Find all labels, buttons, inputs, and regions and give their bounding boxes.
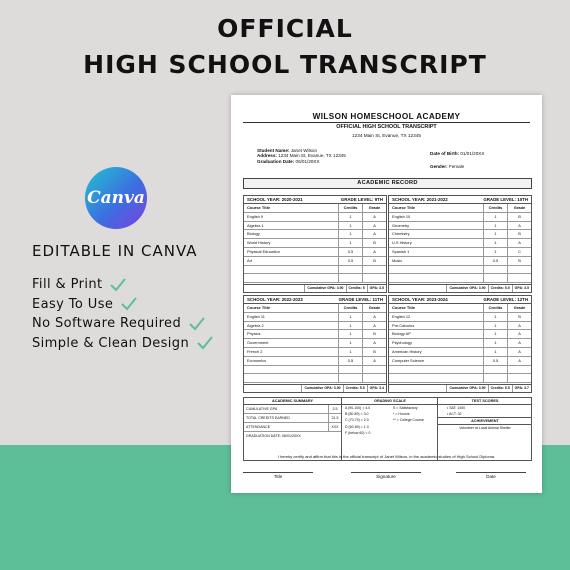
course-title [244,274,338,282]
signature-line-signature: Signature [351,472,421,479]
summary-row [244,423,341,432]
grade-level-label: GRADE LEVEL: 12TH [483,297,528,302]
school-year-header [389,296,531,304]
year-footer [244,384,386,392]
course-grade: B [507,230,531,238]
course-grade: B [507,213,531,221]
course-title: French 2 [247,348,263,354]
course-row [389,313,531,322]
course-credits: 1 [483,339,507,347]
col-credits: Credits [338,304,362,312]
course-title: Chemistry [392,231,410,237]
student-address: 1234 Main St, Evanue, TX 12345 [278,153,346,159]
school-address: 1234 Main St, Evanue, TX 12345 [352,133,421,138]
course-title: Physical Education [247,248,280,254]
course-row [389,339,531,348]
course-title: English 11 [247,313,265,319]
col-credits: Credits [483,204,507,212]
col-course-title: Course Title [392,205,416,210]
divider [243,122,530,123]
year-credits: Credits: 5.5 [488,285,512,292]
course-title [244,374,338,382]
course-grade: A [507,222,531,230]
transcript-document [231,95,542,493]
signature-line-date: Date [456,472,526,479]
signature-line-title: Title [243,472,313,479]
dob-label: Date of Birth: [430,151,460,156]
course-title: English 12 [392,313,411,319]
dob-value: 01/01/20XX [460,151,485,156]
course-credits: 1 [483,348,507,356]
course-credits: 0.5 [338,357,362,365]
test-score-text: SAT: 1400 [449,406,466,410]
col-course-title: Course Title [392,305,416,310]
course-title: Algebra 2 [247,322,264,328]
student-name: Janet Wilson [290,148,318,153]
course-grade [507,366,531,374]
feature-item [32,295,213,315]
course-grade: B [507,313,531,321]
course-table-header [244,304,386,313]
course-row [244,248,386,257]
course-grade: A [362,222,386,230]
feature-item [32,334,213,354]
summary-row [244,405,341,414]
course-credits: 1 [483,248,507,256]
col-credits: Credits [338,204,362,212]
course-grade [362,274,386,282]
summary-row [244,414,341,423]
course-credits [483,366,507,374]
col-grade: Grade [362,204,386,212]
student-info [257,148,346,164]
course-title: Algebra 1 [247,222,264,228]
course-row [244,339,386,348]
course-grade: A [362,339,386,347]
course-grade [507,266,531,274]
academic-summary [244,398,341,460]
year-gpa: GPA: 3.7 [512,385,531,392]
grade-level-label: GRADE LEVEL: 11TH [338,297,383,302]
course-table-header [389,204,531,213]
school-year-label: SCHOOL YEAR: 2023-2024 [392,297,448,302]
check-icon [110,278,126,292]
course-title: Spanish 1 [392,248,410,254]
canva-logo-text: Canva [87,188,145,208]
course-credits: 0.5 [338,257,362,265]
gender-label: Gender: [430,164,448,169]
course-title: Biology [247,231,260,237]
year-gpa: GPA: 3.5 [367,285,386,292]
grade-scale-item: B (80-89) = 3.0 [345,412,369,417]
course-row [389,222,531,231]
school-year-header [389,196,531,204]
gender-value: Female [448,164,465,169]
summary-label: ATTENDANCE [246,425,271,429]
course-row [244,257,386,266]
check-icon [189,317,205,331]
school-year-box [388,195,532,293]
course-credits: 1 [338,213,362,221]
course-grade [507,374,531,382]
course-title [389,366,483,374]
grade-scale-note: S = Satisfactory [393,406,418,410]
course-title [244,266,338,274]
school-year-box [388,295,532,393]
course-row [389,213,531,222]
course-grade: A [507,330,531,338]
course-row [389,248,531,257]
summary-value: XXX [328,423,341,431]
course-grade [362,366,386,374]
course-grade: A [362,248,386,256]
course-grade: A [507,239,531,247]
headline-official: OFFICIAL [217,14,353,43]
course-row [244,348,386,357]
check-icon [121,297,137,311]
school-year-box [243,295,387,393]
course-credits: 1 [338,322,362,330]
course-credits [338,274,362,282]
course-title: English 10 [392,213,411,219]
test-scores [437,398,532,460]
course-grade: B [362,257,386,265]
summary-value: 21.5 [328,414,341,422]
course-row [244,274,386,283]
course-row [389,239,531,248]
school-year-label: SCHOOL YEAR: 2021-2022 [392,197,448,202]
test-score-item: • ACT: 32 [447,412,462,417]
course-title: Economics [247,357,267,363]
test-score-item: • SAT: 1400 [447,406,466,410]
course-grade: B [362,239,386,247]
course-credits [338,366,362,374]
course-credits: 0.5 [338,248,362,256]
grade-scale-note: ** = College Course [393,418,424,423]
course-credits [338,266,362,274]
feature-item [32,275,213,295]
year-footer [389,284,531,292]
course-credits: 1 [483,322,507,330]
course-row [389,257,531,266]
cumulative-gpa: Cumulative GPA: 3.90 [304,285,345,292]
course-row [389,266,531,275]
grading-scale-title: GRADING SCALE [342,398,438,405]
course-row [244,357,386,366]
course-credits [483,266,507,274]
course-credits: 1 [338,230,362,238]
gender [430,164,464,169]
course-row [244,230,386,239]
grade-scale-item: F (below 60) = 0 [345,430,371,435]
course-grade: A [507,322,531,330]
course-title: Pre-Calculus [392,322,415,328]
summary-label: TOTAL CREDITS EARNED [246,416,290,420]
school-year-label: SCHOOL YEAR: 2020-2021 [247,197,303,202]
course-title: World History [247,240,271,246]
course-title: Government [247,340,269,346]
course-grade [362,374,386,382]
summary-label: CUMULATIVE GPA [246,407,278,411]
course-table-header [244,204,386,213]
school-year-label: SCHOOL YEAR: 2022-2023 [247,297,303,302]
course-row [389,322,531,331]
course-credits: 1 [338,348,362,356]
school-year-header [244,196,386,204]
course-grade: A [362,313,386,321]
school-year-box [243,195,387,293]
course-grade [507,274,531,282]
achievement-text: Volunteer at Local Animal Shelter [459,426,511,431]
grade-scale-item: C (70-79) = 2.0 [345,418,369,423]
course-row [244,266,386,275]
course-credits: 1 [483,313,507,321]
course-grade: A [362,322,386,330]
course-grade: B [362,330,386,338]
test-scores-title: TEST SCORES [438,398,532,405]
course-title [389,274,483,282]
course-row [389,230,531,239]
document-title: OFFICIAL HIGH SCHOOL TRANSCRIPT [336,124,437,130]
cumulative-gpa: Cumulative GPA: 3.90 [446,285,487,292]
academic-summary-title: ACADEMIC SUMMARY [244,398,341,405]
course-title: Art [247,257,252,263]
course-credits [483,274,507,282]
course-row [389,374,531,383]
course-credits: 1 [338,330,362,338]
dob [430,151,484,156]
course-title: English 9 [247,213,264,219]
grade-level-label: GRADE LEVEL: 9TH [340,197,383,202]
course-grade: C [507,248,531,256]
course-credits: 0.5 [483,357,507,365]
year-footer [244,284,386,292]
course-credits: 1 [338,222,362,230]
achievement-title: ACHIEVEMENT [438,417,532,425]
course-credits: 1 [483,330,507,338]
course-credits: 1 [483,213,507,221]
col-grade: Grade [507,204,531,212]
course-grade: A [362,357,386,365]
course-title [389,266,483,274]
course-credits: 0.5 [483,257,507,265]
course-row [244,239,386,248]
year-gpa: GPA: 3.4 [367,385,386,392]
col-grade: Grade [362,304,386,312]
course-grade: A [362,213,386,221]
col-course-title: Course Title [247,305,271,310]
course-row [244,374,386,383]
course-title: Physics [247,331,261,337]
course-grade: A [507,348,531,356]
course-title: Computer Science [392,357,425,363]
course-credits [483,374,507,382]
year-credits: Credits: 5 [346,285,367,292]
grade-scale-note: * = Honors [393,412,410,417]
col-course-title: Course Title [247,205,271,210]
certification-text: I hereby certify and affirm that this is the official transcript of Janet Wilson, in the academic studies of High School Diploma. [277,454,496,459]
year-gpa: GPA: 3.5 [512,285,531,292]
feature-label: Fill & Print [32,277,103,293]
col-credits: Credits [483,304,507,312]
summary-row [244,432,341,440]
feature-label: Simple & Clean Design [32,335,190,351]
graduation-row: GRADUATION DATE: 06/01/20XX [246,434,301,438]
academic-record-header: ACADEMIC RECORD [243,178,532,189]
feature-item [32,314,213,334]
course-grade: A [362,230,386,238]
address-label: Address: [257,153,277,159]
course-grade: A [507,357,531,365]
year-credits: Credits: 5.5 [488,385,512,392]
course-title: U.S History [392,240,412,246]
course-grade: B [362,348,386,356]
feature-label: No Software Required [32,316,182,332]
canva-logo [85,167,147,229]
grade-level-label: GRADE LEVEL: 10TH [483,197,528,202]
course-credits: 1 [338,313,362,321]
summary-value: 3.5 [328,405,341,413]
course-grade: A [507,339,531,347]
school-name: WILSON HOMESCHOOL ACADEMY [312,112,461,121]
course-row [244,313,386,322]
course-title: American History [392,348,422,354]
course-credits: 1 [338,339,362,347]
course-credits: 1 [338,239,362,247]
test-score-text: ACT: 32 [449,412,462,417]
grade-scale-item: A (90-100) = 4.0 [345,406,371,410]
course-grade: B [507,257,531,265]
course-title: Biology AP [392,331,411,337]
cumulative-gpa: Cumulative GPA: 3.90 [446,385,487,392]
course-row [244,322,386,331]
school-year-header [244,296,386,304]
course-title: Geometry [392,222,410,228]
course-row [389,357,531,366]
cumulative-gpa: Cumulative GPA: 3.90 [301,385,342,392]
feature-label: Easy To Use [32,296,114,312]
headline-transcript: HIGH SCHOOL TRANSCRIPT [83,50,487,79]
summary-box [243,397,532,461]
course-title: Music [392,257,403,263]
course-credits: 1 [483,222,507,230]
course-row [244,330,386,339]
course-credits: 1 [483,239,507,247]
grade-scale-item: D (60-69) = 1.0 [345,424,369,429]
check-icon [197,336,213,350]
course-row [389,366,531,375]
course-row [389,330,531,339]
year-credits: Credits: 5.5 [343,385,367,392]
col-grade: Grade [507,304,531,312]
course-row [389,348,531,357]
course-table-header [389,304,531,313]
course-credits: 1 [483,230,507,238]
course-row [244,366,386,375]
graduation-date: 06/01/20XX [295,158,320,164]
course-row [244,213,386,222]
course-title: Psychology [392,340,412,346]
student-name-label: Student Name: [257,148,290,153]
grading-scale [341,398,438,460]
editable-in-canva-label: EDITABLE IN CANVA [32,242,198,260]
course-credits [338,374,362,382]
feature-list [32,275,213,353]
year-footer [389,384,531,392]
graduation-date-label: Graduation Date: [257,158,295,164]
course-title [244,366,338,374]
course-grade [362,266,386,274]
course-row [389,274,531,283]
course-title [389,374,483,382]
course-row [244,222,386,231]
